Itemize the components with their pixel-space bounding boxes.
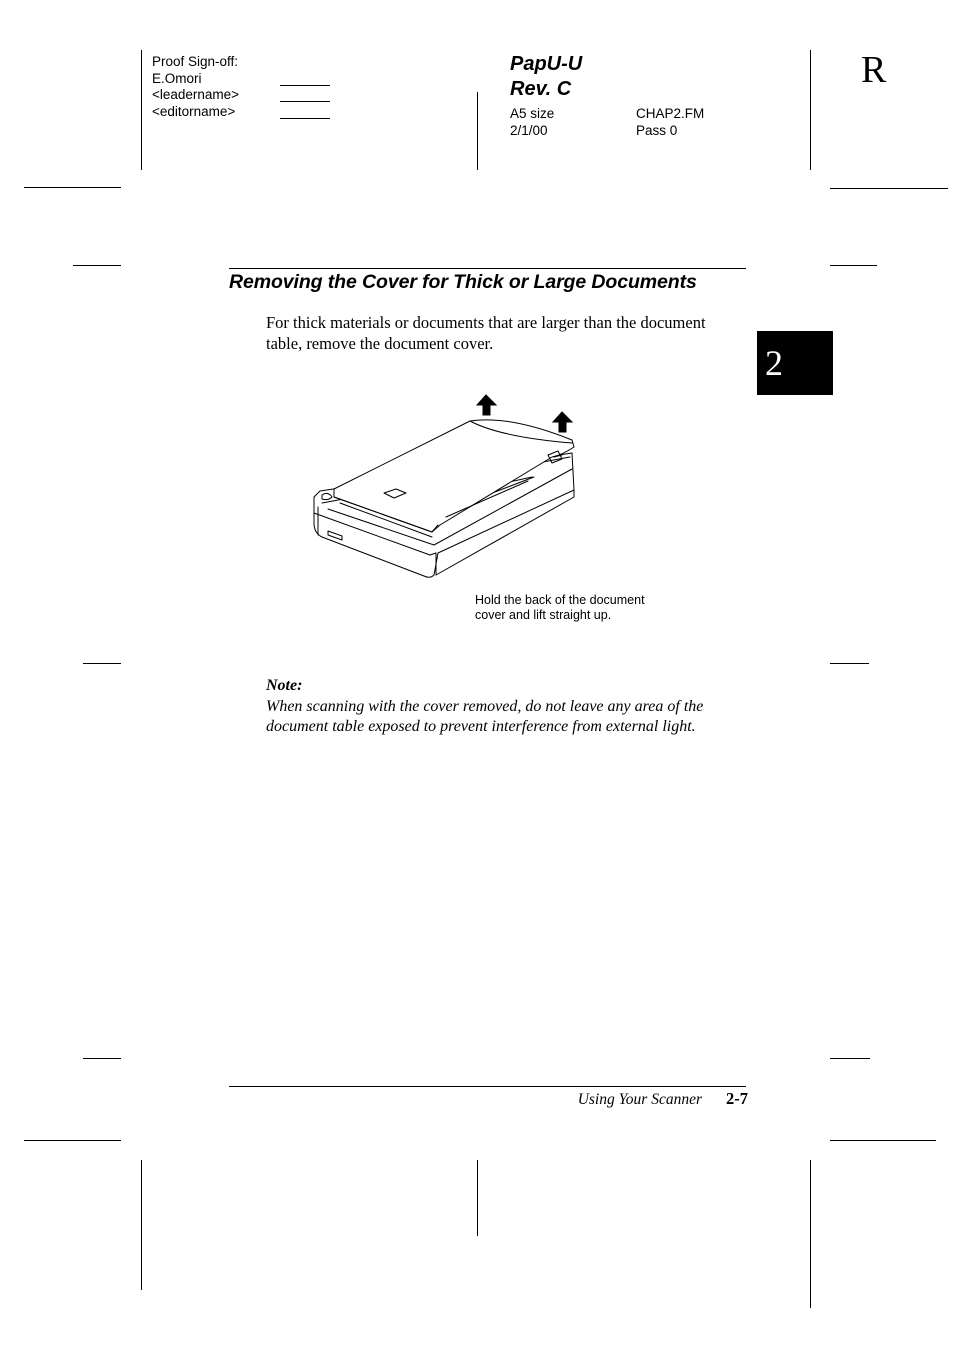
caption-line: Hold the back of the document — [475, 593, 645, 607]
section-title: Removing the Cover for Thick or Large Documents — [229, 271, 697, 293]
page-size: A5 size — [510, 106, 555, 121]
note-label: Note: — [266, 677, 303, 694]
signer-name: <leadername> — [152, 87, 240, 102]
file-name: CHAP2.FM — [636, 106, 705, 121]
crop-mark — [830, 1140, 936, 1141]
proof-label: Proof Sign-off: — [152, 54, 239, 69]
crop-mark — [141, 1160, 142, 1290]
page-number: 2-7 — [726, 1089, 748, 1108]
page-footer — [480, 1089, 748, 1109]
signature-line — [280, 101, 330, 102]
signer-name: <editorname> — [152, 103, 236, 119]
doc-meta-right — [636, 106, 704, 139]
crop-mark — [810, 50, 811, 170]
proof-signoff — [152, 54, 239, 120]
crop-mark — [477, 1160, 478, 1236]
doc-meta-left — [510, 106, 554, 139]
footer-title: Using Your Scanner — [577, 1091, 702, 1108]
footer-rule — [229, 1086, 746, 1087]
crop-mark — [83, 1058, 121, 1059]
crop-mark — [73, 265, 121, 266]
pass-number: Pass 0 — [636, 122, 678, 138]
note-text: When scanning with the cover removed, do not leave any area of the document table exposed to prevent interference from external light. — [266, 697, 704, 735]
product-name: PapU-U — [510, 53, 583, 75]
crop-mark — [810, 1160, 811, 1308]
lift-arrow-icon — [553, 412, 572, 432]
crop-mark — [830, 188, 948, 189]
product-revision — [510, 52, 582, 102]
signer-name: E.Omori — [152, 70, 202, 86]
chapter-tab: 2 — [757, 331, 833, 395]
section-rule — [229, 268, 746, 269]
crop-mark — [830, 1058, 870, 1059]
lift-arrow-icon — [477, 395, 496, 415]
scanner-illustration — [300, 385, 600, 585]
signature-line — [280, 85, 330, 86]
caption-line: cover and lift straight up. — [475, 608, 612, 622]
crop-mark — [24, 187, 121, 188]
crop-mark — [477, 92, 478, 170]
body-paragraph: For thick materials or documents that are larger than the document table, remove the document cover. — [266, 313, 706, 353]
note-block — [266, 676, 746, 738]
crop-mark — [24, 1140, 121, 1141]
figure-caption — [475, 593, 705, 623]
revision: Rev. C — [510, 78, 572, 100]
crop-mark — [141, 50, 142, 170]
signature-line — [280, 118, 330, 119]
crop-mark — [830, 663, 869, 664]
crop-mark — [830, 265, 877, 266]
corner-mark: R — [861, 49, 887, 91]
doc-date: 2/1/00 — [510, 122, 548, 138]
crop-mark — [83, 663, 121, 664]
